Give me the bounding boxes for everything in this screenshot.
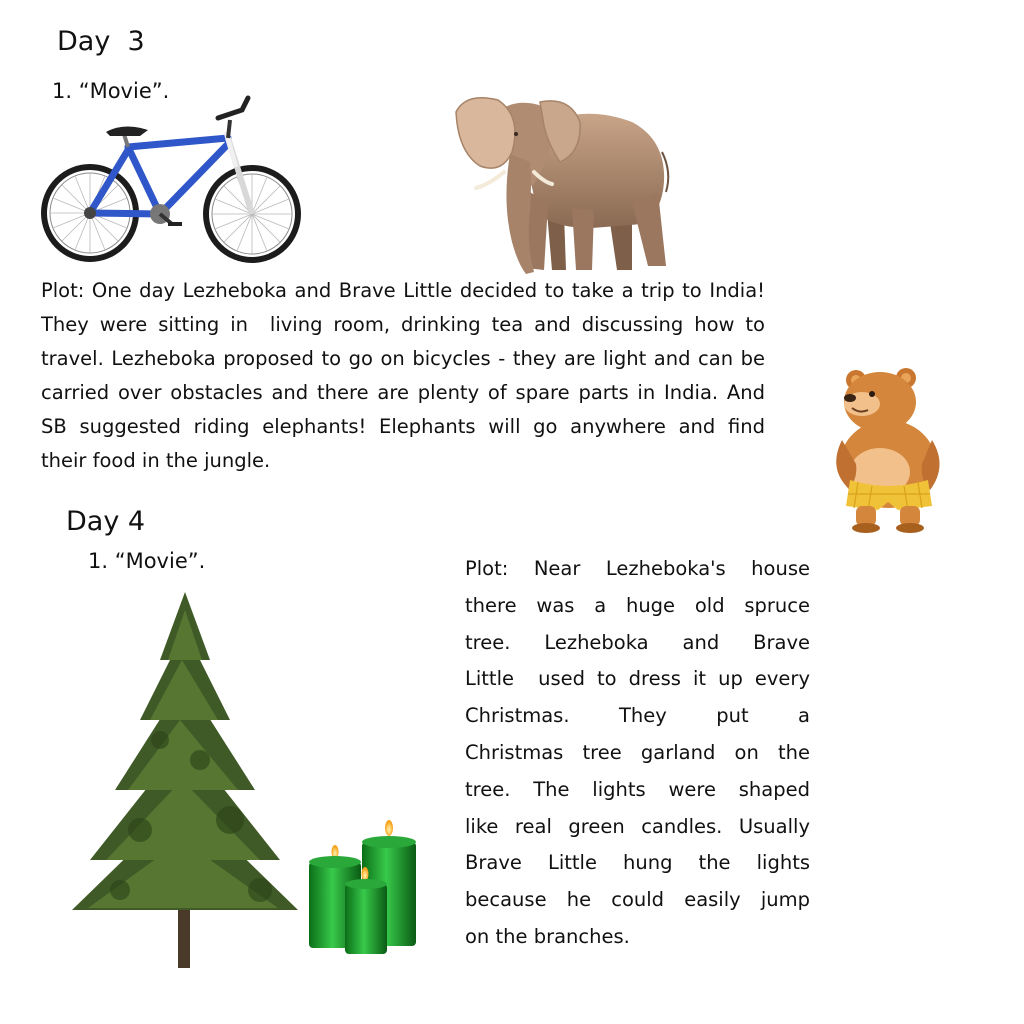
day4-plot-line: there was a huge old spruce bbox=[465, 593, 810, 617]
day4-item: 1. “Movie”. bbox=[88, 549, 206, 573]
day4-plot-line: because he could easily jump bbox=[465, 888, 810, 912]
day3-plot bbox=[41, 274, 765, 478]
day3-item: 1. “Movie”. bbox=[52, 79, 170, 103]
day4-plot-line: Brave Little hung the lights bbox=[465, 851, 810, 875]
day4-plot-line: Plot: Near Lezheboka's house bbox=[465, 557, 810, 580]
day3-plot-line: their food in the jungle. bbox=[41, 449, 271, 472]
day3-plot-line: carried over obstacles and there are plenty of spare parts in India. And bbox=[41, 381, 765, 404]
day3-plot-line: SB suggested riding elephants! Elephants will go anywhere and find bbox=[41, 415, 765, 438]
bear-image bbox=[828, 368, 946, 533]
day4-plot bbox=[465, 551, 810, 956]
day4-plot-line: on the branches. bbox=[465, 924, 630, 948]
day4-plot-line: Christmas. They put a bbox=[465, 704, 810, 728]
elephant-image bbox=[452, 92, 674, 278]
day3-plot-line: They were sitting in living room, drinking tea and discussing how to bbox=[41, 313, 765, 336]
day3-plot-line: Plot: One day Lezheboka and Brave Little decided to take a trip to India! bbox=[41, 279, 765, 302]
green-candles-image bbox=[305, 822, 420, 957]
day3-heading: Day 3 bbox=[57, 26, 145, 57]
day4-plot-line: tree. The lights were shaped bbox=[465, 777, 810, 801]
day4-plot-line: like real green candles. Usually bbox=[465, 814, 810, 838]
bicycle-image bbox=[40, 92, 305, 267]
spruce-tree-image bbox=[70, 590, 300, 970]
day4-plot-line: Christmas tree garland on the bbox=[465, 740, 810, 764]
day3-plot-line: travel. Lezheboka proposed to go on bicycles - they are light and can be bbox=[41, 347, 765, 370]
day4-plot-line: Little used to dress it up every bbox=[465, 667, 810, 691]
day4-plot-line: tree. Lezheboka and Brave bbox=[465, 630, 810, 654]
day4-heading: Day 4 bbox=[66, 506, 146, 537]
